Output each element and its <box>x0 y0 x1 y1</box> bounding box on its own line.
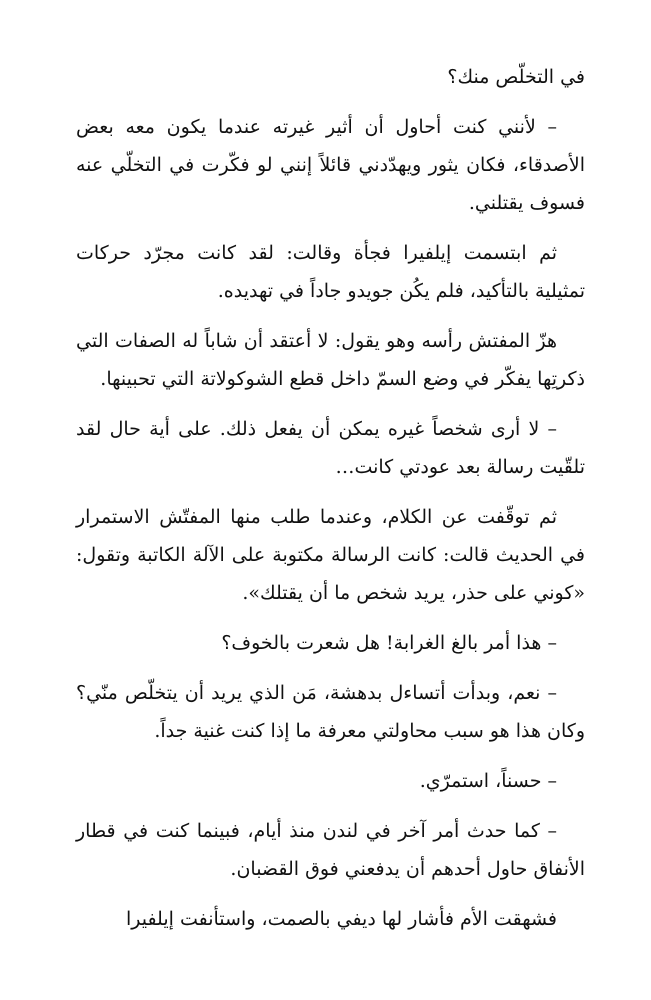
paragraph-5: – لا أرى شخصاً غيره يمكن أن يفعل ذلك. على أية حال لقد تلقّيت رسالة بعد عودتي كانت… <box>76 418 585 478</box>
paragraph-9: – حسناً، استمرّي. <box>419 770 557 792</box>
book-page <box>76 58 585 950</box>
paragraph-3: ثم ابتسمت إيلفيرا فجأة وقالت: لقد كانت مجرّد حركات تمثيلية بالتأكيد، فلم يكُن جويدو جاداً في تهديده. <box>76 242 585 302</box>
paragraph-7: – هذا أمر بالغ الغرابة! هل شعرت بالخوف؟ <box>221 632 557 654</box>
paragraph-1: في التخلّص منك؟ <box>447 66 585 88</box>
paragraph-8: – نعم، وبدأت أتساءل بدهشة، مَن الذي يريد أن يتخلّص منّي؟ وكان هذا هو سبب محاولتي معرفة ما إذا كنت غنية جداً. <box>76 682 585 742</box>
paragraph-4: هزّ المفتش رأسه وهو يقول: لا أعتقد أن شاباً له الصفات التي ذكرتِها يفكّر في وضع السمّ داخل قطع الشوكولاتة التي تحبينها. <box>76 330 585 390</box>
paragraph-10: – كما حدث أمر آخر في لندن منذ أيام، فبينما كنت في قطار الأنفاق حاول أحدهم أن يدفعني فوق القضبان. <box>76 820 585 880</box>
paragraph-6: ثم توقّفت عن الكلام، وعندما طلب منها المفتّش الاستمرار في الحديث قالت: كانت الرسالة مكتوبة على الآلة الكاتبة وتقول: «كوني على حذر، يريد شخص ما أن يقتلك». <box>76 506 585 604</box>
paragraph-11: فشهقت الأم فأشار لها ديفي بالصمت، واستأنفت إيلفيرا <box>125 908 557 930</box>
paragraph-2: – لأنني كنت أحاول أن أثير غيرته عندما يكون معه بعض الأصدقاء، فكان يثور ويهدّدني قائلاً إنني لو فكّرت في التخلّي عنه فسوف يقتلني. <box>76 116 585 214</box>
